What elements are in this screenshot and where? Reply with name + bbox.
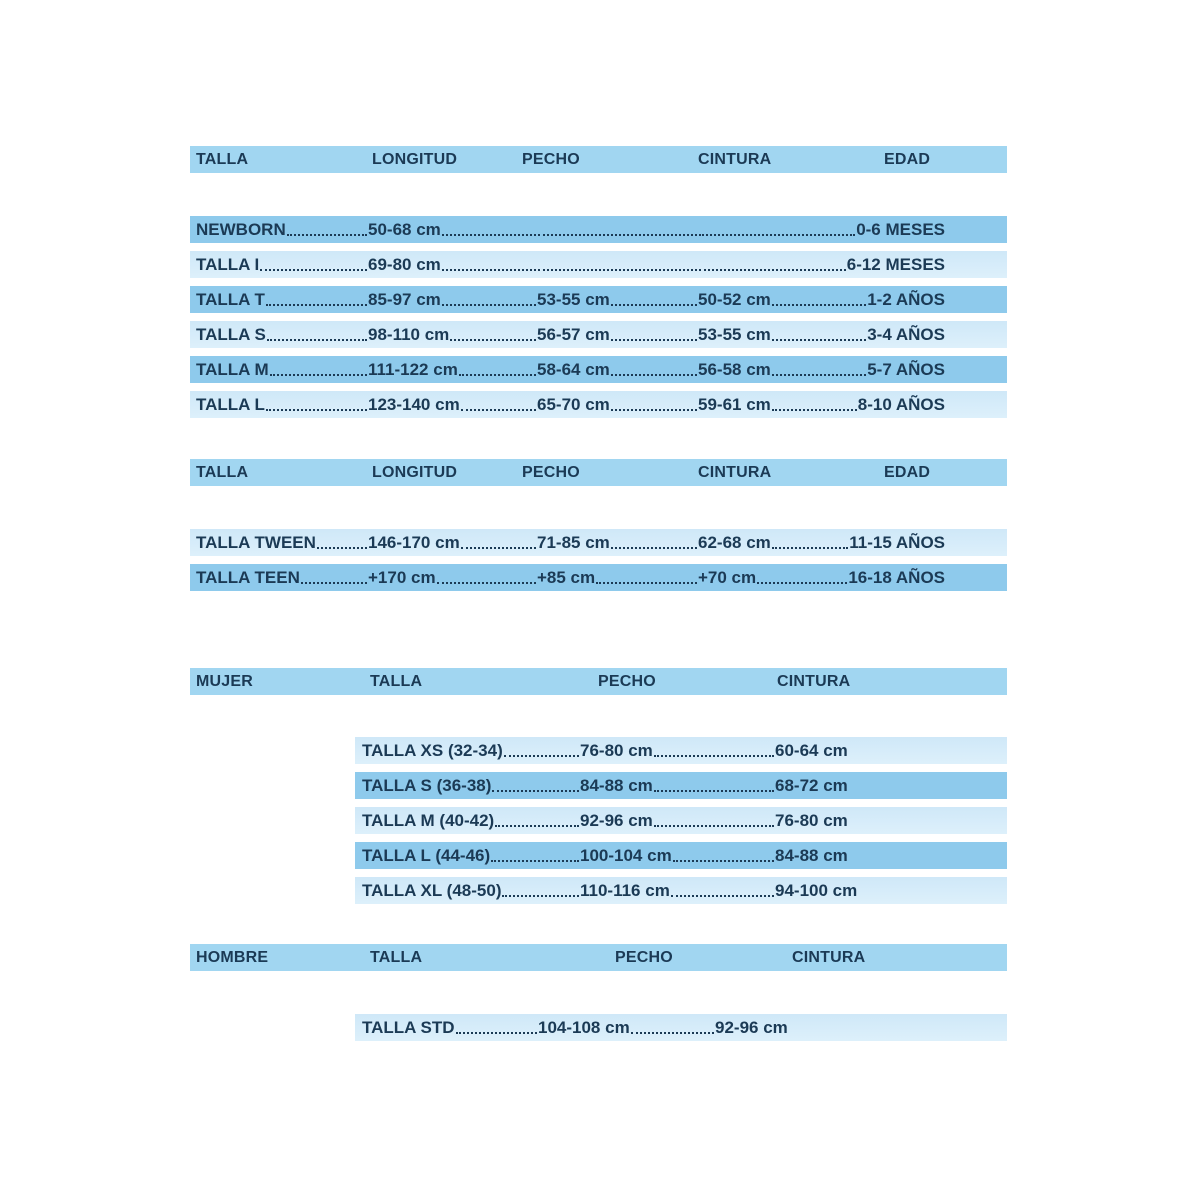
size-label: TALLA S (36-38) — [362, 776, 492, 795]
cintura-value: 62-68 cm — [698, 533, 771, 552]
dot-leader — [495, 825, 579, 827]
size-label: TALLA T — [196, 290, 265, 309]
pecho-value: 71-85 cm — [537, 533, 610, 552]
column-header-pecho: PECHO — [598, 672, 656, 690]
dot-leader — [596, 582, 697, 584]
column-header-edad: EDAD — [884, 463, 931, 481]
column-header-mujer: MUJER — [196, 672, 254, 690]
cintura-value: 56-58 cm — [698, 360, 771, 379]
longitud-value: 98-110 cm — [368, 325, 450, 344]
dot-leader — [456, 1032, 537, 1034]
size-label: TALLA TWEEN — [196, 533, 316, 552]
pecho-value: 110-116 cm — [580, 881, 670, 900]
dot-leader — [611, 304, 697, 306]
dot-leader — [772, 374, 866, 376]
dot-leader — [461, 409, 536, 411]
size-label: TALLA M — [196, 360, 269, 379]
dot-leader — [611, 374, 697, 376]
column-header-pecho: PECHO — [615, 948, 673, 966]
size-label: TALLA S — [196, 325, 266, 344]
dot-leader — [757, 582, 847, 584]
dot-leader — [442, 304, 536, 306]
men-table-header — [190, 944, 1007, 971]
dot-leader — [266, 409, 367, 411]
edad-value: 1-2 AÑOS — [867, 290, 945, 309]
column-header-longitud: LONGITUD — [372, 150, 458, 168]
column-header-pecho: PECHO — [522, 150, 580, 168]
dot-leader — [611, 547, 697, 549]
kids-table-header — [190, 146, 1007, 173]
dot-leader — [461, 547, 536, 549]
longitud-value: 146-170 cm — [368, 533, 460, 552]
pecho-value: 58-64 cm — [537, 360, 610, 379]
row-talla-m-mujer — [355, 807, 1007, 834]
women-table-header — [190, 668, 1007, 695]
size-label: NEWBORN — [196, 220, 286, 239]
dot-leader — [267, 339, 367, 341]
dot-leader — [442, 269, 536, 271]
dot-leader — [699, 234, 855, 236]
row-talla-s — [190, 321, 1007, 348]
size-label: TALLA L — [196, 395, 265, 414]
pecho-value: 65-70 cm — [537, 395, 610, 414]
cintura-value: 59-61 cm — [698, 395, 771, 414]
dot-leader — [772, 547, 848, 549]
dot-leader — [611, 339, 697, 341]
column-header-hombre: HOMBRE — [196, 948, 269, 966]
row-talla-t — [190, 286, 1007, 313]
dot-leader — [504, 755, 579, 757]
row-talla-s-mujer — [355, 772, 1007, 799]
dot-leader — [772, 409, 857, 411]
edad-value: 11-15 AÑOS — [849, 533, 945, 552]
row-talla-teen — [190, 564, 1007, 591]
dot-leader — [442, 234, 536, 236]
column-header-cintura: CINTURA — [698, 150, 772, 168]
row-newborn — [190, 216, 1007, 243]
pecho-value: 53-55 cm — [537, 290, 610, 309]
row-talla-l-mujer — [355, 842, 1007, 869]
dot-leader — [266, 304, 367, 306]
longitud-value: 69-80 cm — [368, 255, 441, 274]
dot-leader — [491, 860, 579, 862]
size-label: TALLA TEEN — [196, 568, 300, 587]
dot-leader — [317, 547, 367, 549]
dot-leader — [459, 374, 536, 376]
column-header-cintura: CINTURA — [777, 672, 851, 690]
dot-leader — [437, 582, 536, 584]
edad-value: 16-18 AÑOS — [848, 568, 945, 587]
pecho-value: +85 cm — [537, 568, 596, 587]
cintura-value: 92-96 cm — [715, 1018, 788, 1037]
column-header-cintura: CINTURA — [792, 948, 866, 966]
dot-leader — [671, 895, 774, 897]
dot-leader — [611, 409, 697, 411]
cintura-value: 84-88 cm — [775, 846, 848, 865]
dot-leader — [631, 1032, 714, 1034]
cintura-value: 50-52 cm — [698, 290, 771, 309]
size-label: TALLA STD — [362, 1018, 455, 1037]
pecho-value: 84-88 cm — [580, 776, 653, 795]
cintura-value: 94-100 cm — [775, 881, 858, 900]
column-header-pecho: PECHO — [522, 463, 580, 481]
column-header-talla: TALLA — [370, 672, 423, 690]
cintura-value: 68-72 cm — [775, 776, 848, 795]
dot-leader — [270, 374, 367, 376]
dot-leader — [538, 269, 697, 271]
tween-teen-table-header — [190, 459, 1007, 486]
dot-leader — [260, 269, 367, 271]
dot-leader — [502, 895, 579, 897]
dot-leader — [287, 234, 367, 236]
pecho-value: 56-57 cm — [537, 325, 610, 344]
cintura-value: 76-80 cm — [775, 811, 848, 830]
column-header-edad: EDAD — [884, 150, 931, 168]
dot-leader — [450, 339, 536, 341]
dot-leader — [673, 860, 774, 862]
dot-leader — [538, 234, 697, 236]
column-header-talla: TALLA — [370, 948, 423, 966]
size-label: TALLA XS (32-34) — [362, 741, 503, 760]
dot-leader — [301, 582, 367, 584]
pecho-value: 104-108 cm — [538, 1018, 630, 1037]
pecho-value: 100-104 cm — [580, 846, 672, 865]
size-label: TALLA L (44-46) — [362, 846, 491, 865]
dot-leader — [654, 755, 774, 757]
dot-leader — [654, 825, 774, 827]
edad-value: 3-4 AÑOS — [867, 325, 945, 344]
size-label: TALLA M (40-42) — [362, 811, 495, 830]
edad-value: 8-10 AÑOS — [857, 395, 945, 414]
column-header-cintura: CINTURA — [698, 463, 772, 481]
edad-value: 0-6 MESES — [856, 220, 945, 239]
size-label: TALLA XL (48-50) — [362, 881, 502, 900]
row-talla-xs — [355, 737, 1007, 764]
longitud-value: 50-68 cm — [368, 220, 441, 239]
dot-leader — [699, 269, 846, 271]
edad-value: 6-12 MESES — [846, 255, 945, 274]
row-talla-std — [355, 1014, 1007, 1041]
size-label: TALLA I — [196, 255, 260, 274]
edad-value: 5-7 AÑOS — [867, 360, 945, 379]
row-talla-xl — [355, 877, 1007, 904]
column-header-talla: TALLA — [196, 463, 249, 481]
longitud-value: 111-122 cm — [368, 360, 458, 379]
pecho-value: 92-96 cm — [580, 811, 653, 830]
column-header-talla: TALLA — [196, 150, 249, 168]
pecho-value: 76-80 cm — [580, 741, 653, 760]
cintura-value: +70 cm — [698, 568, 757, 587]
longitud-value: +170 cm — [368, 568, 436, 587]
row-talla-m — [190, 356, 1007, 383]
row-talla-l — [190, 391, 1007, 418]
longitud-value: 123-140 cm — [368, 395, 460, 414]
dot-leader — [772, 304, 866, 306]
row-talla-tween — [190, 529, 1007, 556]
row-talla-i — [190, 251, 1007, 278]
dot-leader — [772, 339, 866, 341]
cintura-value: 60-64 cm — [775, 741, 848, 760]
cintura-value: 53-55 cm — [698, 325, 771, 344]
dot-leader — [492, 790, 579, 792]
longitud-value: 85-97 cm — [368, 290, 441, 309]
dot-leader — [654, 790, 774, 792]
column-header-longitud: LONGITUD — [372, 463, 458, 481]
